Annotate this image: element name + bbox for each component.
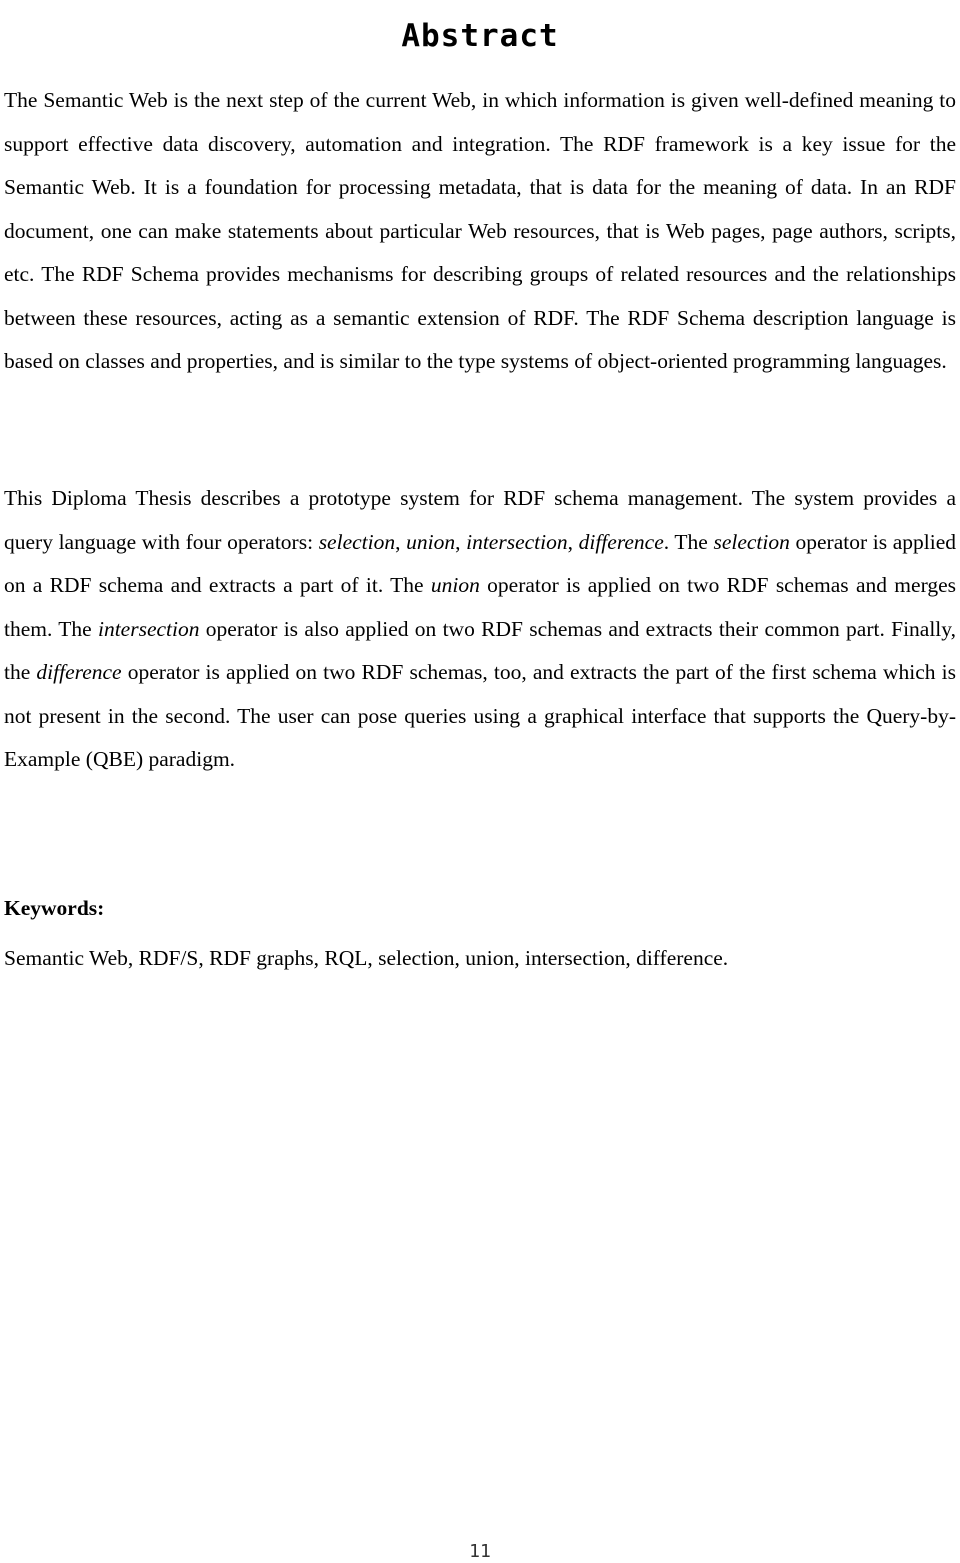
- operator-difference: difference: [578, 529, 664, 554]
- operator-selection: selection: [318, 529, 396, 554]
- text-run: . The: [663, 529, 714, 554]
- text-run: ,: [395, 529, 407, 554]
- text-run: ,: [455, 529, 467, 554]
- operator-difference: difference: [36, 660, 122, 684]
- page-number: 11: [469, 1541, 491, 1562]
- keywords-list: Semantic Web, RDF/S, RDF graphs, RQL, selection, union, intersection, difference.: [4, 946, 729, 970]
- text-run: operator is applied on two RDF schemas, too, and extracts the part of the first schema which is not present in the second. The user can pose queries using a graphical interface that supports the Query-by-Example (QBE) paradigm.: [4, 660, 956, 771]
- operator-intersection: intersection: [466, 529, 568, 554]
- operator-intersection: intersection: [97, 616, 200, 641]
- text-run: This Diploma Thesis describes a prototype system for RDF schema management. The system provides a query language with four operators:: [4, 486, 956, 554]
- operator-union: union: [430, 573, 480, 597]
- text-run: ,: [567, 529, 579, 554]
- text-run: operator is also applied on two RDF schemas and extracts their common part. Finally, the: [4, 616, 957, 684]
- page-title: Abstract: [401, 17, 559, 54]
- operator-selection: selection: [713, 529, 790, 554]
- abstract-paragraph-2: [4, 477, 956, 782]
- operator-union: union: [406, 529, 456, 554]
- abstract-paragraph-1: The Semantic Web is the next step of the current Web, in which information is given well-defined meaning to support effective data discovery, automation and integration. The RDF framework is a key issue for the Semantic Web. It is a foundation for processing metadata, that is data for the meaning of data. In an RDF document, one can make statements about particular Web resources, that is Web pages, page authors, scripts, etc. The RDF Schema provides mechanisms for describing groups of related resources and the relationships between these resources, acting as a semantic extension of RDF. The RDF Schema description language is based on classes and properties, and is similar to the type systems of object-oriented programming languages.: [4, 88, 956, 373]
- text-run: operator is applied on a RDF schema and extracts a part of it. The: [4, 529, 956, 597]
- keywords-heading: Keywords:: [4, 896, 105, 920]
- text-run: operator is applied on two RDF schemas and merges them. The: [4, 573, 957, 641]
